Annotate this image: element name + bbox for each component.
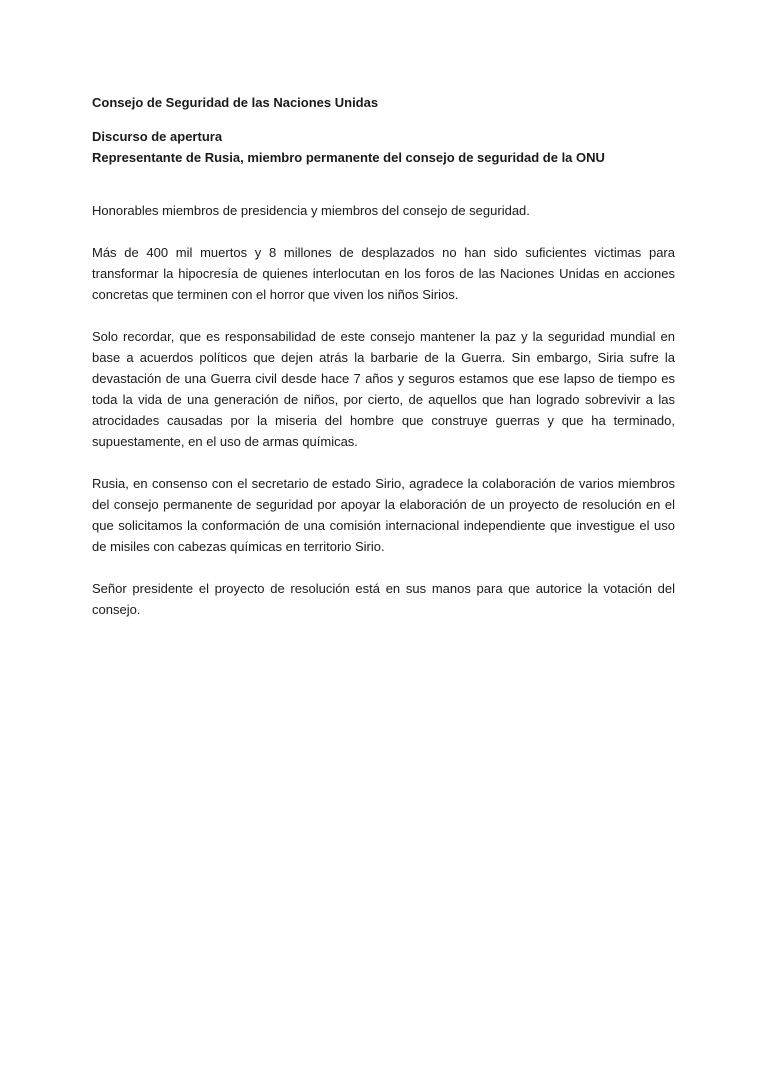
spacer [92,452,675,473]
document-body [92,92,675,620]
spacer [92,557,675,578]
spacer [92,221,675,242]
document-title: Consejo de Seguridad de las Naciones Unidas [92,95,379,110]
spacer [92,113,675,126]
spacer [92,305,675,326]
paragraph-greeting: Honorables miembros de presidencia y miembros del consejo de seguridad. [92,203,530,218]
paragraph-resolution: Rusia, en consenso con el secretario de estado Sirio, agradece la colaboración de varios miembros del consejo permanente de seguridad por apoyar la elaboración de un proyecto de resolución en el que solicitamos la conformación de una comisión internacional independiente que investigue el uso de misiles con cabezas químicas en territorio Sirio. [92,476,675,554]
document-representative: Representante de Rusia, miembro permanente del consejo de seguridad de la ONU [92,150,605,165]
document-subtitle: Discurso de apertura [92,129,223,144]
paragraph-closing: Señor presidente el proyecto de resolución está en sus manos para que autorice la votación del consejo. [92,581,675,617]
paragraph-casualties: Más de 400 mil muertos y 8 millones de desplazados no han sido suficientes victimas para transformar la hipocresía de quienes interlocutan en los foros de las Naciones Unidas en acciones concretas que terminen con el horror que viven los niños Sirios. [92,245,675,302]
spacer [92,168,675,200]
paragraph-responsibility: Solo recordar, que es responsabilidad de este consejo mantener la paz y la seguridad mundial en base a acuerdos políticos que dejen atrás la barbarie de la Guerra. Sin embargo, Siria sufre la devastación de una Guerra civil desde hace 7 años y seguros estamos que ese lapso de tiempo es toda la vida de una generación de niños, por cierto, de aquellos que han logrado sobrevivir a las atrocidades causadas por la miseria del hombre que construye guerras y que ha terminado, supuestamente, en el uso de armas químicas. [92,329,675,449]
